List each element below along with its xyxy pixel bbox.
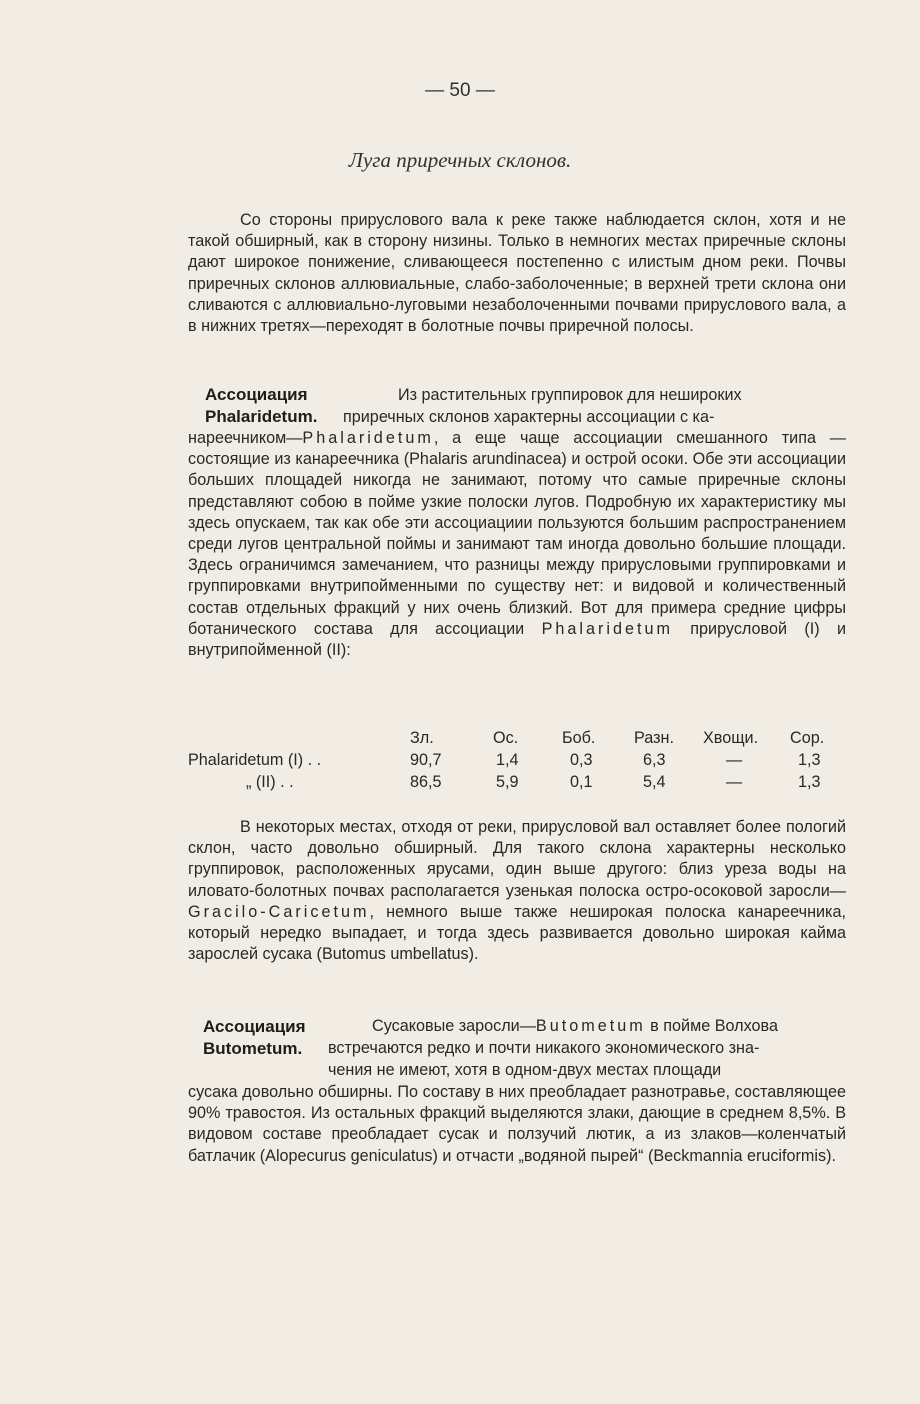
- text-run: в пойме Волхова: [645, 1017, 778, 1035]
- spaced-term: Gracilo-Caricetum: [188, 902, 370, 921]
- table-cell: 6,3: [643, 751, 666, 769]
- paragraph-line: [372, 1016, 846, 1037]
- paragraph-text: Со стороны прируслового вала к реке также наблюдается склон, хотя и не такой обширный, как в сторону низины. Только в немногих местах приречные склоны дают широкое понижение, сливающееся постепенно с илистым дном реки. Почвы приречных склонов аллювиальные, слабо-заболоченные; в верхней трети склона они сливаются с аллювиально-луговыми незаболоченными почвами прируслового вала, а в нижних третях—переходят в болотные почвы приречной полосы.: [188, 211, 846, 336]
- paragraph-butometum: [188, 1082, 846, 1167]
- paragraph-line: Из растительных группировок для нешироких: [398, 386, 742, 404]
- association-name: Phalaridetum.: [205, 407, 318, 426]
- table-cell: 90,7: [410, 751, 442, 769]
- association-name: Butometum.: [203, 1039, 303, 1058]
- text-run: нареечником—: [188, 429, 303, 447]
- paragraph-gentle-slope: [188, 817, 846, 965]
- paragraph-phalaridetum: [188, 428, 846, 661]
- table-cell: —: [726, 773, 743, 791]
- column-header: Сор.: [790, 729, 825, 747]
- table-cell: 1,3: [798, 773, 821, 791]
- table-cell: —: [726, 751, 743, 769]
- text-run: Сусаковые заросли—: [372, 1017, 536, 1035]
- table-row: [188, 751, 848, 773]
- column-header: Хвощи.: [703, 729, 759, 747]
- composition-table: [188, 729, 848, 795]
- text-run: , а еще чаще ассоциации смешанного типа — состоящие из канареечника (Phalaris arundinacea) и острой осоки. Обе эти ассоциации больших площадей никогда не занимают, потому что самые приречные склоны представляют собою в пойме узкие полоски лугов. Подробную их характеристику мы здесь опускаем, так как обе эти ассоциациии пользуются большим распространением среди лугов центральной поймы и занимают там иногда довольно большие площади. Здесь ограничимся замечанием, что разницы между прирусловыми группировками и группировками внутрипойменными по существу нет: и видовой и количественный состав отдельных фракций у них очень близкий. Вот для примера средние цифры ботанического состава для ассоциации: [188, 429, 846, 638]
- table-cell: 0,3: [570, 751, 593, 769]
- section-title: Луга приречных склонов.: [348, 148, 572, 172]
- table-cell: 1,4: [496, 751, 519, 769]
- table-cell: 0,1: [570, 773, 593, 791]
- paragraph-text: [188, 817, 846, 965]
- spaced-term: Butometum: [535, 1017, 646, 1035]
- text-run: прирусловой (I) и внутрипойменной (II):: [188, 619, 847, 660]
- table-cell: 5,9: [496, 773, 519, 791]
- text-run: , немного выше также неширокая полоска канареечника, который нередко выпадает, и тогда здесь развивается довольно широкая кайма зарослей сусака (Butomus umbellatus).: [188, 902, 846, 964]
- column-header: Разн.: [634, 729, 674, 747]
- table-header-row: [188, 729, 848, 751]
- table-row: [188, 773, 848, 795]
- paragraph-line: встречаются редко и почти никакого экономического зна-: [328, 1039, 760, 1057]
- spaced-term: Phalaridetum: [541, 619, 673, 638]
- column-header: Зл.: [410, 729, 434, 747]
- column-header: Боб.: [562, 729, 596, 747]
- row-label: „ (II) . .: [246, 773, 294, 791]
- paragraph-line: чения не имеют, хотя в одном-двух местах площади: [328, 1061, 722, 1079]
- table-cell: 5,4: [643, 773, 666, 791]
- paragraph-slopes: [188, 210, 846, 337]
- paragraph-text: сусака довольно обширны. По составу в них преобладает разнотравье, составляющее 90% травостоя. Из остальных фракций выделяются злаки, дающие в среднем 8,5%. В видовом составе преобладает сусак и ползучий лютик, а из злаков—коленчатый батлачик (Alopecurus geniculatus) и отчасти „водяной пырей“ (Beckmannia eruciformis).: [188, 1083, 846, 1165]
- association-label: Ассоциация: [203, 1017, 306, 1036]
- paragraph-text: [188, 428, 846, 661]
- table-cell: 86,5: [410, 773, 442, 791]
- row-label: Phalaridetum (I) . .: [188, 751, 322, 769]
- association-label: Ассоциация: [205, 385, 308, 404]
- page-number: — 50 —: [425, 80, 495, 101]
- paragraph-line: приречных склонов характерны ассоциации с ка-: [343, 408, 715, 426]
- spaced-term: Phalaridetum: [302, 429, 434, 447]
- column-header: Ос.: [493, 729, 519, 747]
- text-run: В некоторых местах, отходя от реки, прирусловой вал оставляет более пологий склон, часто довольно обширный. Для такого склона характерны несколько группировок, расположенных ярусами, один выше другого: близ уреза воды на иловато-болотных почвах располагается узенькая полоска остро-осоковой заросли—: [188, 818, 846, 900]
- table-cell: 1,3: [798, 751, 821, 769]
